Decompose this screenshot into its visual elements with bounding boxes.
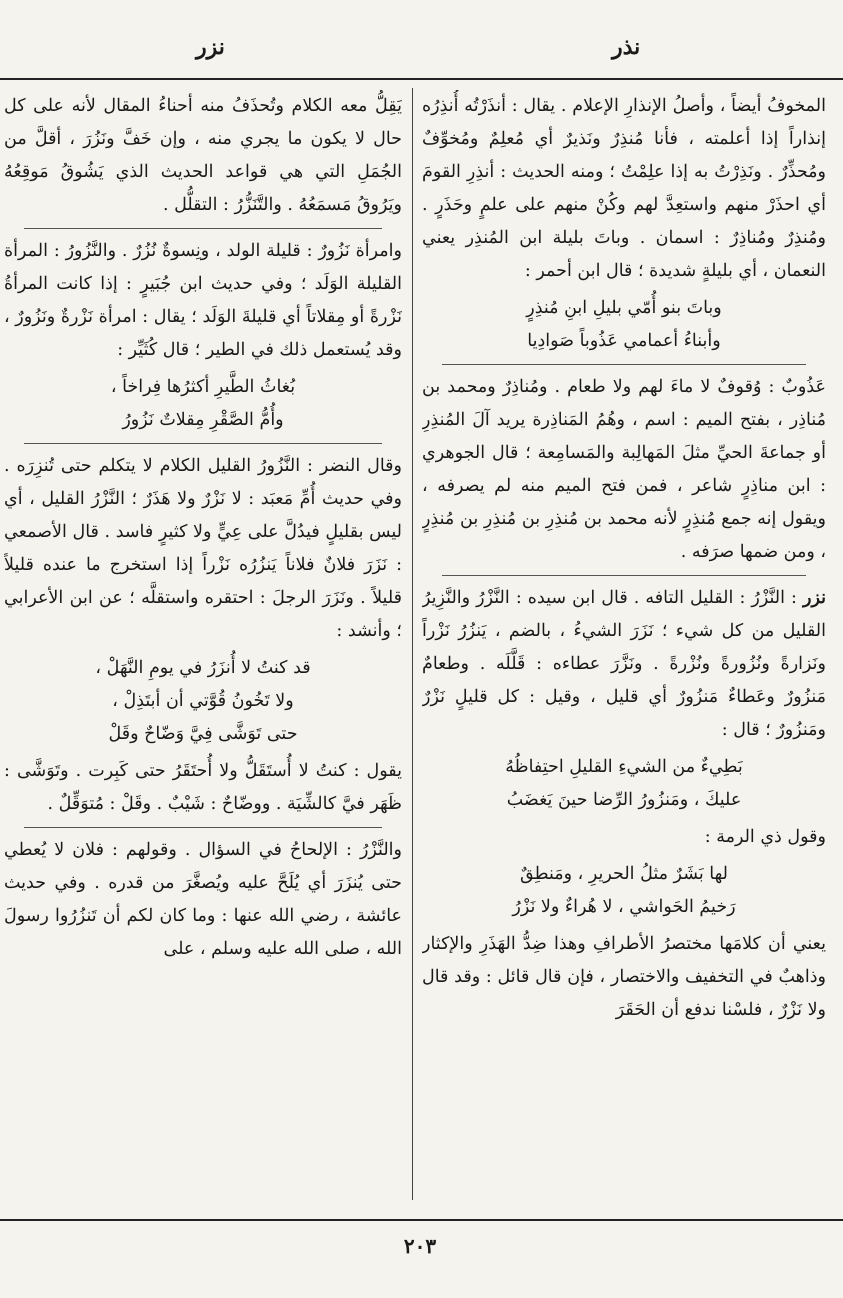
paragraph: وقول ذي الرمة : xyxy=(704,827,826,847)
verse xyxy=(422,292,826,358)
verse-line: وأبناءُ أعمامي عَذُوباً صَوادِيا xyxy=(527,331,721,351)
section-rule xyxy=(24,827,382,828)
verse-line: لها بَشَرٌ مثلُ الحريرِ ، ومَنطِقٌ xyxy=(520,864,728,884)
right-column xyxy=(422,90,826,1208)
paragraph: يَقِلُّ معه الكلام وتُحذَفُ منه أحناءُ المقال لأنه على كل حال لا يكون ما يجري منه ، وإن خَفَّ ونَزُرَ ، أقلَّ من الجُمَلِ التي هي قواعد الحديث الذي يَشُوقُ مَوقِعُهُ ويَرُوقُ مَسمَعُهُ . والتَّنَزُّرُ : التقلُّل . xyxy=(4,96,402,215)
verse xyxy=(422,751,826,817)
top-rule xyxy=(0,78,843,80)
header-keyword-right: نذر xyxy=(612,34,641,60)
section-rule xyxy=(442,364,806,365)
section-rule xyxy=(24,443,382,444)
verse-line: وأُمُّ الصَّقْرِ مِقلاتٌ نَزُورُ xyxy=(122,410,284,430)
verse-line: رَخيمُ الحَواشي ، لا هُراءٌ ولا نَزْرُ xyxy=(512,897,736,917)
verse-line: بُغاثُ الطَّيرِ أكثرُها فِراخاً ، xyxy=(110,377,296,397)
verse-line: عليكَ ، ومَنزُورُ الرِّضا حينَ يَغضَبُ xyxy=(506,790,742,810)
paragraph: والنَّزْرُ : الإلحاحُ في السؤال . وقولهم : فلان لا يُعطي حتى يُنزَرَ أي يُلَحَّ عليه ويُصغَّرَ من قدره . وفي حديث عائشة ، رضي الله عنها : وما كان لكم أن تَنزُرُوا رسولَ الله ، صلى الله عليه وسلم ، على xyxy=(4,840,402,959)
paragraph: عَذُوبٌ : وُقوفٌ لا ماءَ لهم ولا طعام . ومُناذِرٌ ومحمد بن مُناذِر ، بفتح الميم : اسم ، وهُمُ المَناذِرة يريد آلَ المُنذِرِ أو جماعةَ الحيِّ مثلَ المَهالِبة والمَسامِعة ؛ قال الجوهري : ابن مناذِرٍ شاعر ، فمن فتح الميم منه لم يصرفه ، ويقول إنه جمع مُنذِرٍ لأنه محمد بن مُنذِرِ بن مُنذِرِ بن مُنذِرٍ ، ومن ضمها صرَفه . xyxy=(422,377,826,562)
paragraph: يعني أن كلامَها مختصرُ الأطرافِ وهذا ضِدُّ الهَذَرِ والإكثار وذاهبٌ في التخفيف والاختصار ، فإن قال قائل : وقد قال ولا نَزْرٌ ، فلسْنا ندفع أن الحَقَرَ xyxy=(422,934,826,1020)
verse-line: حتى تَوَشَّى فِيَّ وَضّاحٌ وقَلْ xyxy=(108,724,298,744)
verse-line: قد كنتُ لا أُنزَرُ في يومِ النَّهَلْ ، xyxy=(95,658,311,678)
paragraph: يقول : كنتُ لا أُستَقَلُّ ولا أُحتَقَرُ حتى كَبِرت . وتَوَشَّى : ظَهَر فيَّ كالشِّيَة . ووضّاحٌ : شَيْبٌ . وقَلْ : مُتوَقِّلٌ . xyxy=(4,761,402,814)
column-divider xyxy=(412,88,413,1200)
section-rule xyxy=(24,228,382,229)
verse-line: وباتَ بنو أُمّي بليلِ ابنِ مُنذِرٍ xyxy=(526,298,722,318)
paragraph: وامرأة نَزُورٌ : قليلة الولد ، ونِسوةٌ نُزُرٌ . والنَّزُورُ : المرأة القليلة الوَلَد ؛ وفي حديث ابن جُبَيرٍ : إذا كانت المرأةُ نَزْرةً أو مِقلاتاً أي قليلةَ الوَلَد ؛ يقال : امرأة نَزْرةٌ ونَزُورٌ ، وقد يُستعمل ذلك في الطير ؛ قال كُثَيِّر : xyxy=(4,241,402,360)
section-rule xyxy=(442,575,806,576)
left-column xyxy=(4,90,402,1208)
verse xyxy=(4,652,402,751)
bottom-rule xyxy=(0,1219,843,1221)
header-keyword-left: نزر xyxy=(196,34,225,60)
verse-line: ولا تَخُونُ قُوَّتي أن أبتَذِلْ ، xyxy=(112,691,294,711)
paragraph: وقال النضر : النَّزُورُ القليل الكلام لا يتكلم حتى تُنزِرَه . وفي حديث أُمِّ مَعبَد : لا نَزْرٌ ولا هَذَرٌ ؛ النَّزْرُ القليل ، أي ليس بقليلٍ فيدُلَّ على عِيٍّ ولا كثيرٍ فاسد . قال الأصمعي : نَزَرَ فلانٌ فلاناً يَنزُرُه نَزْراً إذا استخرج ما عنده قليلاً قليلاً . ونَزَرَ الرجلَ : احتقره واستقلَّه ؛ عن ابن الأعرابي ؛ وأنشد : xyxy=(4,456,402,641)
page-number: ٢٠٣ xyxy=(403,1234,437,1258)
verse xyxy=(4,371,402,437)
entry-text: : النَّزْرُ : القليل التافه . قال ابن سيده : النَّزْرُ والنَّزِيرُ القليل من كل شيء ؛ نَزَرَ الشيءُ ، بالضم ، يَنزُرُ نَزْراً ونَزارةً ونُزُورةً ونُزْرةً . ونَزَّرَ عطاءه : قَلَّلَه . وطعامٌ مَنزُورٌ وعَطاءٌ مَنزُورٌ أي قليل ، وقيل : كل قليلٍ نَزْرٌ ومَنزُورٌ ؛ قال : xyxy=(422,588,826,740)
paragraph: المخوفُ أيضاً ، وأصلُ الإنذارِ الإعلام . يقال : أنذَرْتُه أُنذِرُه إنذاراً إذا أعلمته ، فأنا مُنذِرٌ ونَذيرٌ أي مُعلِمٌ ومُخوِّفٌ ومُحذِّرٌ . ونَذِرْتُ به إذا علِمْتُ ؛ ومنه الحديث : أنذِرِ القومَ أي احذَرْ منهم واستعِدَّ لهم وكُنْ منهم على علمٍ وحَذَرٍ . ومُنذِرٌ ومُناذِرٌ : اسمان . وباتَ بليلة ابن المُنذِر يعني النعمان ، أي بليلةٍ شديدة ؛ قال ابن أحمر : xyxy=(422,96,826,281)
verse-line: بَطِيءٌ من الشيءِ القليلِ احتِفاظُهُ xyxy=(505,757,743,777)
entry-headword: نزر xyxy=(803,588,826,608)
entry-paragraph xyxy=(422,582,826,747)
verse xyxy=(422,858,826,924)
